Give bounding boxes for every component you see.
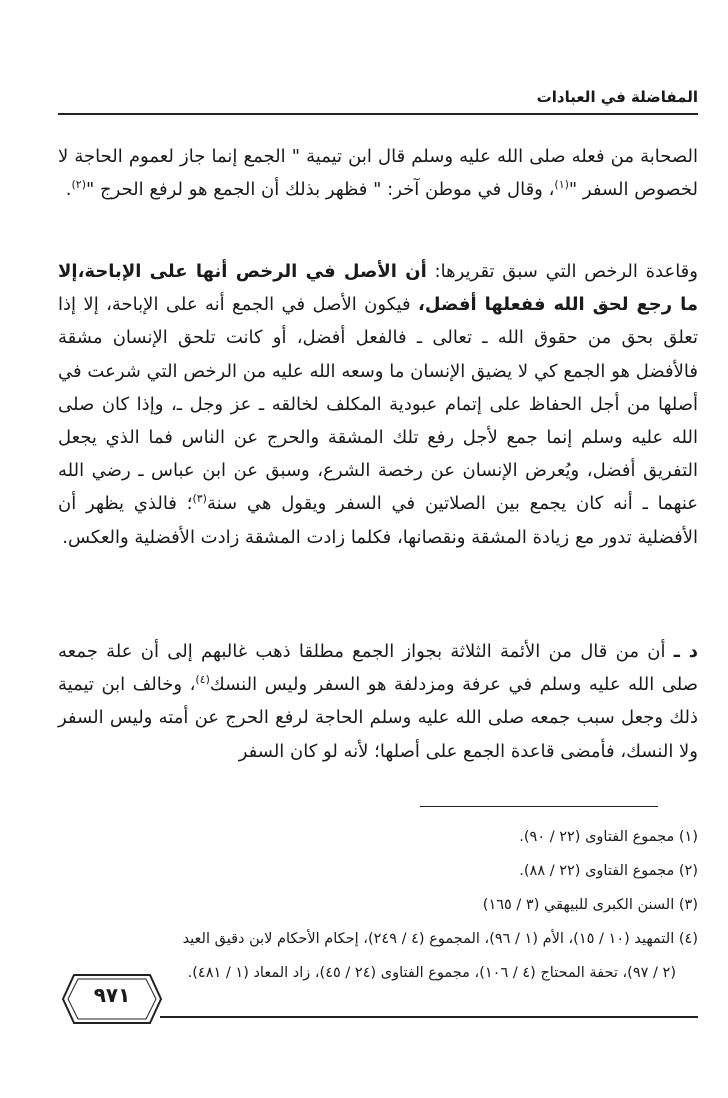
footnotes	[58, 820, 698, 990]
footnote-separator	[420, 806, 658, 807]
footnote-ref-2[interactable]: (٢)	[71, 178, 87, 192]
paragraph-2-text-2: ؛ فالذي يظهر أن الأفضلية تدور مع زيادة المشقة ونقصانها، فكلما زادت المشقة زادت الأفضلية والعكس.	[58, 493, 698, 548]
header-rule	[58, 113, 698, 115]
paragraph-3-text-2: ، وخالف ابن تيمية ذلك وجعل سبب جمعه صلى الله عليه وسلم الحاجة لرفع الحرج عن أمته وليس السفر ولا النسك، فأمضى قاعدة الجمع على أصلها؛ لأنه لو كان السفر	[58, 674, 698, 762]
paragraph-1	[58, 140, 698, 206]
paragraph-2-intro: وقاعدة الرخص التي سبق تقريرها:	[426, 261, 698, 282]
paragraph-1-text: الصحابة من فعله صلى الله عليه وسلم قال ابن تيمية " الجمع إنما جاز لعموم الحاجة لا لخصوص السفر "	[58, 146, 698, 201]
paragraph-2	[58, 255, 698, 554]
paragraph-3	[58, 635, 698, 768]
footnote-3: (٣) السنن الكبرى للبيهقي (٣ / ١٦٥)	[482, 897, 698, 913]
footnote-ref-3[interactable]: (٣)	[192, 492, 207, 506]
footnote-4: (٤) التمهيد (١٠ / ١٥)، الأم (١ / ٩٦)، المجموع (٤ / ٢٤٩)، إحكام الأحكام لابن دقيق العيد	[182, 931, 698, 947]
footnote-ref-1[interactable]: (١)	[554, 178, 569, 192]
footnote-ref-4[interactable]: (٤)	[195, 673, 210, 687]
footnote-2: (٢) مجموع الفتاوى (٢٢ / ٨٨).	[519, 863, 698, 879]
footnote-1: (١) مجموع الفتاوى (٢٢ / ٩٠).	[519, 829, 698, 845]
bottom-rule	[160, 1016, 698, 1018]
paragraph-3-marker: د ـ	[673, 641, 698, 662]
page-number: ٩٧١	[93, 983, 131, 1007]
paragraph-2-text-1: فيكون الأصل في الجمع أنه على الإباحة، إلا إذا تعلق بحق من حقوق الله ـ تعالى ـ فالفعل أفضل، أو كانت تلحق الإنسان مشقة فالأفضل هو الجمع كي لا يضيق الإنسان ما وسعه الله عليه من الرخص التي شرعت في أصلها من أجل الحفاظ على إتمام عبودية المكلف لخالقه ـ عز وجل ـ، وإذا كان صلى الله عليه وسلم إنما جمع لأجل رفع تلك المشقة والحرج عن الناس فما الذي يجعل التفريق أفضل، ويُعرض الإنسان عن رخصة الشرع، وسبق عن ابن عباس ـ رضي الله عنهما ـ أنه كان يجمع بين الصلاتين في السفر ويقول هي سنة	[58, 294, 698, 515]
paragraph-1-mid: ، وقال في موطن آخر: " فظهر بذلك أن الجمع هو لرفع الحرج "	[86, 179, 555, 201]
paragraph-2-bold-rule: أن الأصل في الرخص أنها على الإباحة،إلا ما رجع لحق الله ففعلها أفضل،	[58, 261, 698, 316]
paragraph-3-text-1: أن من قال من الأئمة الثلاثة بجواز الجمع مطلقا ذهب غالبهم إلى أن علة جمعه صلى الله عليه وسلم في عرفة ومزدلفة هو السفر وليس النسك	[58, 641, 698, 696]
running-header: المفاضلة في العبادات	[536, 88, 698, 106]
paragraph-1-end: .	[65, 179, 72, 201]
footnote-4-continued: (٢ / ٩٧)، تحفة المحتاج (٤ / ١٠٦)، مجموع الفتاوى (٢٤ / ٤٥)، زاد المعاد (١ / ٤٨١).	[187, 965, 676, 981]
